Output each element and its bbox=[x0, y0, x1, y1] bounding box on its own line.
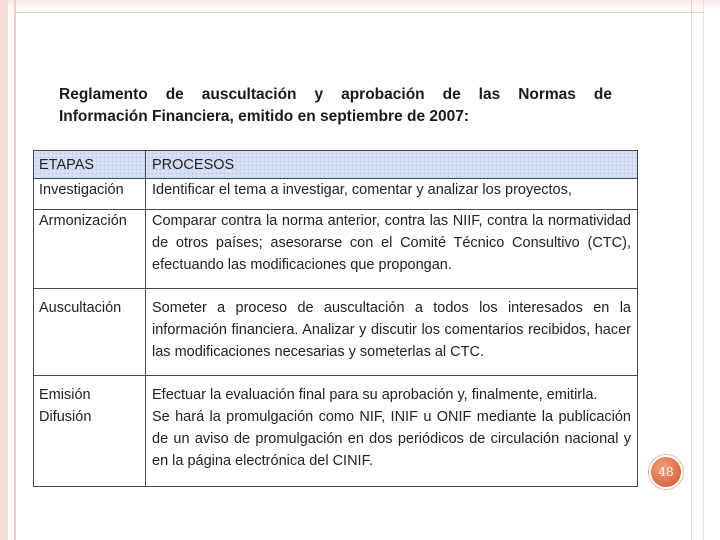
process-table bbox=[33, 150, 638, 487]
frame-line-top bbox=[16, 12, 704, 13]
top-border-strip bbox=[8, 0, 720, 10]
header-procesos: PROCESOS bbox=[146, 151, 638, 179]
proceso-cell: Se hará la promulgación como NIF, INIF u ONIF mediante la publicación de un aviso de promulgación en dos periódicos de circulación nacional y en la página electrónica del CINIF. bbox=[146, 406, 638, 487]
slide-title bbox=[59, 84, 612, 128]
etapa-cell: Auscultación bbox=[34, 289, 146, 376]
table-header-row bbox=[34, 151, 638, 179]
etapa-cell: Investigación bbox=[34, 179, 146, 210]
etapa-cell: Armonización bbox=[34, 210, 146, 289]
frame-line-right-outer bbox=[703, 0, 704, 540]
proceso-cell: Comparar contra la norma anterior, contra las NIIF, contra la normatividad de otros países; asesorarse con el Comité Técnico Consultivo (CTC), efectuando las modificaciones que propongan. bbox=[146, 210, 638, 289]
table-row bbox=[34, 289, 638, 376]
left-border-strip bbox=[0, 0, 8, 540]
title-line-1: Reglamento de auscultación y aprobación de las Normas de bbox=[59, 86, 612, 103]
proceso-cell: Someter a proceso de auscultación a todos los interesados en la información financiera. Analizar y discutir los comentarios recibidos, hacer las modificaciones necesarias y someterlas al CTC. bbox=[146, 289, 638, 376]
etapa-cell: Emisión bbox=[34, 376, 146, 407]
page-number-badge: 48 bbox=[649, 455, 683, 489]
title-line-2: Información Financiera, emitido en septiembre de 2007: bbox=[59, 108, 470, 125]
frame-line-left bbox=[14, 0, 16, 540]
proceso-cell: Efectuar la evaluación final para su aprobación y, finalmente, emitirla. bbox=[146, 376, 638, 407]
etapa-cell: Difusión bbox=[34, 406, 146, 487]
frame-line-right bbox=[691, 0, 692, 540]
table-row bbox=[34, 376, 638, 407]
table-row bbox=[34, 179, 638, 210]
header-etapas: ETAPAS bbox=[34, 151, 146, 179]
table-row bbox=[34, 406, 638, 487]
proceso-cell: Identificar el tema a investigar, comentar y analizar los proyectos, bbox=[146, 179, 638, 210]
table-row bbox=[34, 210, 638, 289]
